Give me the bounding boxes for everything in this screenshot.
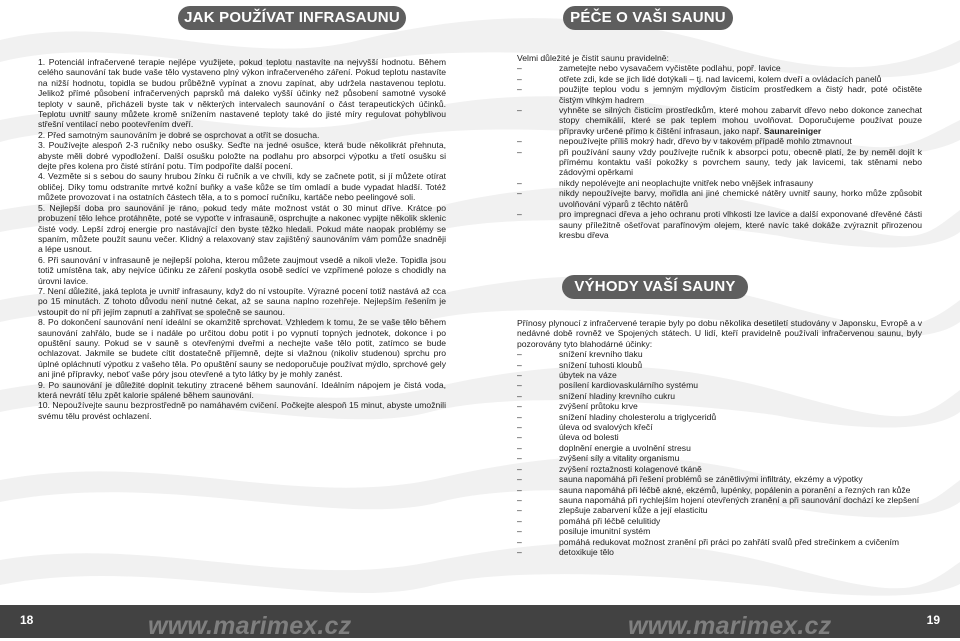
benefit-item: – zvýšení průtoku krve — [517, 401, 638, 412]
benefit-item: – úbytek na váze — [517, 370, 617, 381]
care-item: – nikdy nepolévejte ani neoplachujte vnitřek nebo vnějšek infrasauny — [517, 177, 814, 188]
benefit-item: – zlepšuje zabarvení kůže a její elasticitu — [517, 505, 708, 516]
benefit-item: – sauna napomáhá při léčbě akné, ekzémů, lupénky, popálenin a poranění a řezných ran kůže — [517, 484, 911, 495]
page-number-right: 19 — [926, 613, 940, 627]
benefit-item: – doplnění energie a uvolnění stresu — [517, 442, 691, 453]
website-url-right[interactable]: www.marimex.cz — [628, 612, 832, 640]
care-item: – nepoužívejte příliš mokrý hadr, dřevo by v takovém případě mohlo ztmavnout — [517, 136, 852, 147]
footer-bar — [0, 605, 960, 638]
care-item: – použijte teplou vodu s jemným mýdlovým čisticím prostředkem a čistý hadr, poté očistěte čistým vlhkým hadrem — [517, 84, 922, 105]
benefit-item: – sauna napomáhá při řešení problémů se zánětlivými infiltráty, ekzémy a výpotky — [517, 474, 863, 485]
care-item: – při používání sauny vždy používejte ručník k absorpci potu, obecně platí, že by neměl dojít k přímému kontaktu vaší pokožky s povrchem sauny, tedy jak lavicemi, tak stěnami nebo zádovými opěrkami — [517, 146, 922, 178]
care-item: – otřete zdi, kde se jich lidé dotýkali – tj. nad lavicemi, kolem dveří a ovládacích panelů — [517, 73, 882, 84]
instruction-1: 1. Potenciál infračervené terapie nejlépe využijete, pokud teplotu nastavíte na nejvyšší hodnotu. Během celého saunování tak bude vaše tělo vystaveno plný výkon infračerveného záření. Pokud teplotu nastavíte na nižší hodnotu, topidla se budou průběžně vypínat a znovu zapínat, aby udržela nastavenou teplotu. Jelikož přímé působení infračervených paprsků má daleko vyšší účinky než působení samotné vysoké teploty v sauně, přicházeli byste tak v některých intervalech saunování o část terapeutických účinků. Teplotu uvnitř sauny můžete kromě snížením nastavené teploty také do jisté míry regulovat pohyblivou střešní ventilací nebo pootevřením dveří. — [38, 57, 446, 130]
benefit-item: – pomáhá při léčbě celulitidy — [517, 515, 661, 526]
benefit-item: – snížení hladiny krevního cukru — [517, 390, 676, 401]
care-intro: Velmi důležité je čistit saunu pravidelně: — [517, 53, 669, 63]
benefit-item: – detoxikuje tělo — [517, 546, 614, 557]
instruction-2: 2. Před samotným saunováním je dobré se osprchovat a otřít se dosucha. — [38, 129, 320, 140]
care-item: – zametejte nebo vysavačem vyčistěte podlahu, popř. lavice — [517, 63, 781, 74]
saunareiniger-product: Saunareiniger — [763, 125, 822, 136]
care-item: – pro impregnaci dřeva a jeho ochranu proti vlhkosti lze lavice a další exponované dřevěné části sauny příležitně ošetřovat parafínovým olejem, které navíc také dokáže zvýraznit přirozenou kresbu dřeva — [517, 209, 922, 240]
benefit-item: – snížení tuhosti kloubů — [517, 359, 643, 370]
benefit-item: – posílení kardiovaskulárního systému — [517, 380, 699, 391]
instruction-7: 7. Není důležité, jaká teplota je uvnitř infrasauny, když do ní vstoupíte. Výrazné pocení totiž nastává až cca po 15 minutách. Z tohoto důvodu není nutné čekat, až se sauna naplno rozehřeje. Nejlepším řešením je vstoupit do ní při jejím zapnutí a zahřívat se společně se saunou. — [38, 285, 446, 317]
benefit-item: – úleva od svalových křečí — [517, 422, 653, 433]
benefit-item: – zvýšení roztažnosti kolagenové tkáně — [517, 463, 702, 474]
page-number-left: 18 — [20, 613, 34, 627]
instruction-8: 8. Po dokončení saunování není ideální se okamžitě sprchovat. Vzhledem k tomu, že se vaše tělo během saunování zahřálo, bude se i nadále po určitou dobu potit i po vypnutí topných jednotek, dokonce i po opuštění sauny. Pokud se v sauně s otevřenými dveřmi a nechejte vaše tělo potit, zatímco se bude ochlazovat. Jakmile se budete cítit dostatečně příjemně, dejte si vlažnou (nikoliv studenou) sprchu pro úplné opláchnutí výpotku z vašeho těla. Po opuštění sauny se nedoporučuje používat mýdlo, sprchové gely ani jiné přípravky, neboť vaše póry jsou otevřené a tyto látky by je mohly zanést. — [38, 317, 446, 380]
website-url-left[interactable]: www.marimex.cz — [148, 612, 352, 640]
benefit-item: – zvýšení síly a vitality organismu — [517, 453, 680, 464]
benefits-intro: Přínosy plynoucí z infračervené terapie byly po dobu několika desetiletí studovány v Japonsku, Evropě a v nedávné době rovněž ve Spojených státech. U lidí, kteří pravidelně používali infračervenou saunu, byly pozorovány tyto blahodárné účinky: — [517, 318, 922, 349]
how-to-use-heading: JAK POUŽÍVAT INFRASAUNU — [178, 6, 406, 30]
benefit-item: – snížení hladiny cholesterolu a triglyceridů — [517, 411, 717, 422]
instruction-10: 10. Nepoužívejte saunu bezprostředně po namáhavém cvičení. Počkejte alespoň 15 minut, abyste umožnili svému tělu provést ochlazení. — [38, 400, 446, 421]
benefit-item: – úleva od bolesti — [517, 432, 619, 443]
footer-left — [0, 605, 480, 638]
benefit-item: – sauna napomáhá při rychlejším hojení otevřených zranění a při saunování dochází ke zlepšení — [517, 494, 920, 505]
benefits-heading: VÝHODY VAŠÍ SAUNY — [562, 275, 748, 299]
left-page — [0, 0, 480, 605]
instruction-6: 6. Při saunování v infrasauně je nejlepší poloha, kterou můžete zaujmout vsedě a nikoli vleže. Topidla jsou totiž umístěna tak, aby nejvíce účinku ze záření poskytla osobě sedící ve vzpřímené poloze s chodidly na úrovni lavice. — [38, 254, 446, 286]
instruction-4: 4. Vezměte si s sebou do sauny hrubou žínku či ručník a ve chvíli, kdy se začnete potit, si jí můžete otírat obličej. Díky tomu odstraníte mrtvé kožní buňky a vaše kůže se tím omladí a bude vypadat hladší. Totéž můžete provozovat i na ostatních částech těla, a to s pomocí ručníku, kartáče nebo peelingové soli. — [38, 171, 446, 203]
footer-right — [480, 605, 960, 638]
instruction-3: 3. Používejte alespoň 2-3 ručníky nebo osušky. Seďte na jedné osušce, která bude několikrát přehnuta, abyste měli dobré vypodložení. Další osušku položte na podlahu pro absorpci výpotku a třetí osušku si dejte přes kolena pro čisté stírání potu. Tím podpoříte další pocení. — [38, 140, 446, 172]
right-page — [480, 0, 960, 605]
instruction-9: 9. Po saunování je důležité doplnit tekutiny ztracené během saunování. Ideálním nápojem je čistá voda, která nevrátí tělu zpět kalorie spálené během saunování. — [38, 379, 446, 400]
instruction-5: 5. Nejlepší doba pro saunování je ráno, pokud tedy máte možnost vstát o 30 minut dříve. Krátce po probuzení tělo lehce protáhněte, poté se vypoťte v infrasauně, osprchujte a nakonec vypijte několik sklenic čisté vody. Lepší zdroj energie pro nastávající den byste těžko hledali. Pokud máte naopak problémy se spaním, můžete použít saunu večer. Klidný a relaxovaný stav zajištěný saunováním vám pomůže snadněji a lépe usnout. — [38, 202, 446, 255]
benefit-item: – pomáhá redukovat možnost zranění při práci po zahřátí svalů před strečinkem a cvičením — [517, 536, 900, 547]
care-item: – vyhněte se silných čisticím prostředkům, které mohou zabarvit dřevo nebo dokonce zanechat stopy chemikálií, které se pak teplem mohou uvolňovat. Doporučujeme používat pouze přípravky určené přímo k čištění infrasaun, jako např. Saunareiniger — [517, 105, 922, 136]
benefit-item: – posiluje imunitní systém — [517, 526, 651, 537]
care-heading: PÉČE O VAŠI SAUNU — [563, 6, 733, 30]
care-item: – nikdy nepoužívejte barvy, mořidla ani jiné chemické nátěry uvnitř sauny, horko může způsobit uvolňování výparů z těchto nátěrů — [517, 188, 922, 209]
benefit-item: – snížení krevního tlaku — [517, 349, 643, 360]
